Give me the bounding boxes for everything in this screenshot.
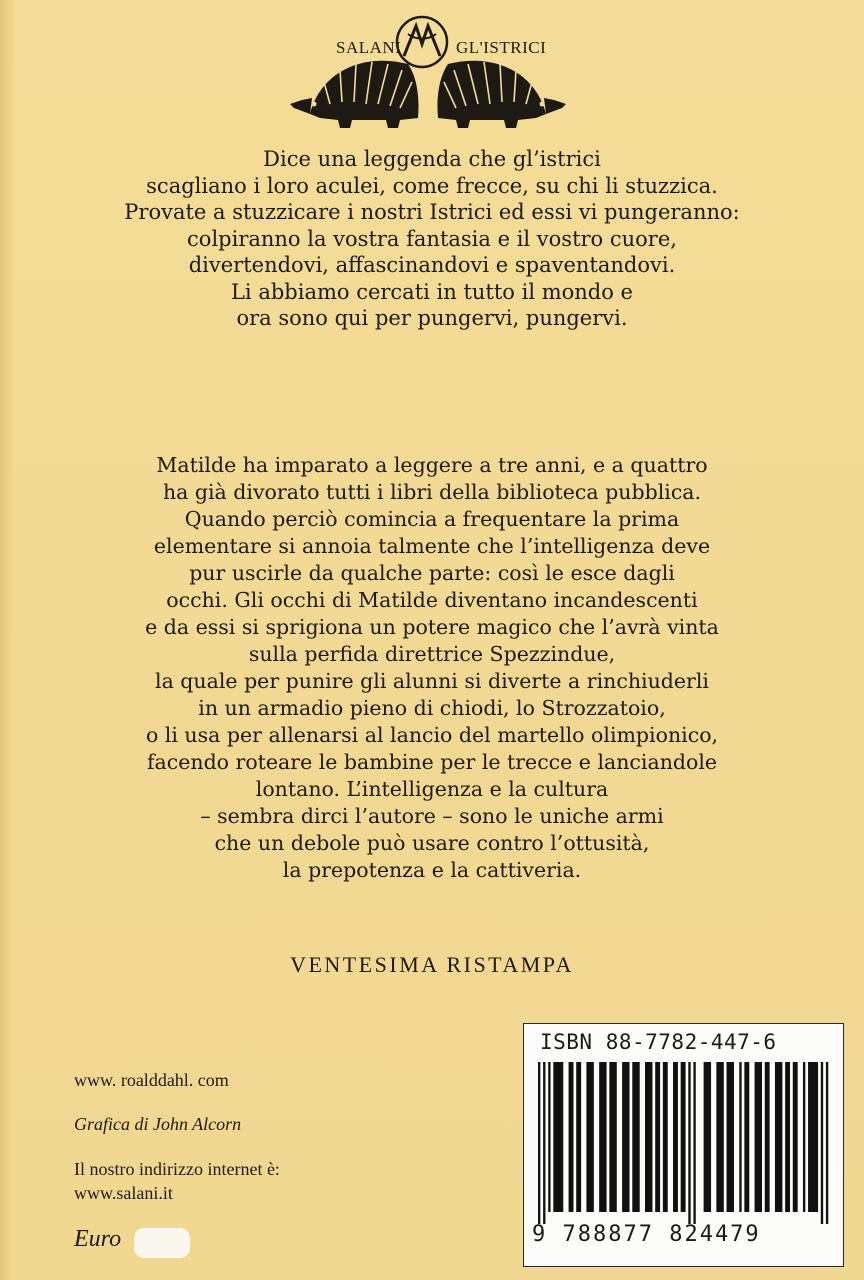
ean-digits: 9 788877 824479 (532, 1222, 761, 1247)
barcode-bar (826, 1062, 828, 1224)
barcode-bar (821, 1062, 823, 1224)
reprint-notice: VENTESIMA RISTAMPA (290, 952, 574, 977)
porcupines-emblem-icon (280, 4, 580, 134)
barcode-bar (693, 1062, 695, 1224)
intro-line: ora sono qui per pungervi, pungervi. (236, 306, 628, 330)
barcode-bar (586, 1062, 593, 1212)
barcode-bar (688, 1062, 690, 1224)
barcode-bar (576, 1062, 581, 1212)
barcode-bar (793, 1062, 798, 1212)
barcode-bar (681, 1062, 686, 1212)
description-line: o li usa per allenarsi al lancio del martello olimpionico, (145, 723, 719, 747)
description-line: Matilde ha imparato a leggere a tre anni, e a quattro (156, 453, 708, 477)
description-line: ha già divorato tutti i libri della biblioteca pubblica. (162, 480, 702, 504)
description-line: lontano. L’intelligenza e la cultura (255, 777, 609, 801)
barcode-bar (553, 1062, 563, 1212)
barcode-bar (663, 1062, 668, 1212)
barcode-bar (755, 1062, 762, 1212)
barcode-bar (548, 1062, 550, 1212)
intro-line: Provate a stuzzicare i nostri Istrici ed essi vi pungeranno: (124, 200, 740, 224)
barcode-bar (538, 1062, 540, 1224)
series-intro (0, 146, 864, 332)
address-label: Il nostro indirizzo internet è: (74, 1159, 280, 1179)
description-line: occhi. Gli occhi di Matilde diventano incandescenti (166, 588, 698, 612)
description-line: Quando perciò comincia a frequentare la prima (184, 507, 680, 531)
description-line: la quale per punire gli alunni si diverte a rinchiuderli (155, 669, 709, 693)
description-line: sulla perfida direttrice Spezzindue, (248, 642, 616, 666)
barcode-bar (673, 1062, 678, 1212)
description-line: la prepotenza e la cattiveria. (282, 858, 582, 882)
description-line: facendo roteare le bambine per le trecce e lanciandole (146, 750, 718, 774)
intro-line: scagliano i loro aculei, come frecce, su chi li stuzzica. (146, 173, 718, 198)
description-line: – sembra dirci l’autore – sono le uniche armi (200, 804, 664, 828)
price-label: Euro (74, 1226, 122, 1252)
barcode-bar (803, 1062, 805, 1212)
barcode-bar (716, 1062, 723, 1212)
barcode-bar (744, 1062, 749, 1212)
publisher-logo (280, 4, 580, 134)
barcode-bar (645, 1062, 652, 1212)
isbn-number: ISBN 88-7782-447-6 (540, 1030, 777, 1054)
barcode-bar (727, 1062, 734, 1212)
description-line: pur uscirle da qualche parte: così le esce dagli (189, 561, 675, 585)
publisher-website: www.salani.it (74, 1183, 173, 1203)
price-sticker-residue (134, 1228, 190, 1258)
book-description (0, 452, 864, 884)
barcode-bar (785, 1062, 790, 1212)
intro-line: divertendovi, affascinandovi e spaventandovi. (188, 253, 676, 277)
barcode-bar (808, 1062, 818, 1212)
barcode-bar (632, 1062, 639, 1212)
barcode-bar (543, 1062, 545, 1224)
barcode-panel (523, 1023, 844, 1267)
barcode-icon (538, 1062, 831, 1224)
barcode-bar (622, 1062, 629, 1212)
barcode-bar (765, 1062, 770, 1212)
description-line: e da essi si sprigiona un potere magico che l’avrà vinta (145, 615, 719, 639)
barcode-bar (775, 1062, 782, 1212)
barcode-bar (599, 1062, 606, 1212)
description-line: elementare si annoia talmente che l’intelligenza deve (153, 534, 711, 558)
description-line: che un debole può usare contro l’ottusità, (214, 831, 650, 855)
barcode-bar (655, 1062, 660, 1212)
barcode-bar (569, 1062, 574, 1212)
intro-line: Li abbiamo cercati in tutto il mondo e (230, 279, 633, 304)
barcode-bar (704, 1062, 711, 1212)
design-credit: Grafica di John Alcorn (74, 1114, 242, 1134)
barcode-bar (739, 1062, 741, 1212)
intro-line: colpiranno la vostra fantasia e il vostro cuore, (187, 226, 677, 251)
author-website: www. roalddahl. com (74, 1070, 229, 1090)
description-line: in un armadio pieno di chiodi, lo Strozzatoio, (198, 696, 666, 720)
barcode-bar (609, 1062, 616, 1212)
logo-salani: SALANI (336, 38, 402, 57)
logo-istrici: GL'ISTRICI (456, 38, 547, 57)
intro-line: Dice una leggenda che gl’istrici (263, 147, 601, 171)
